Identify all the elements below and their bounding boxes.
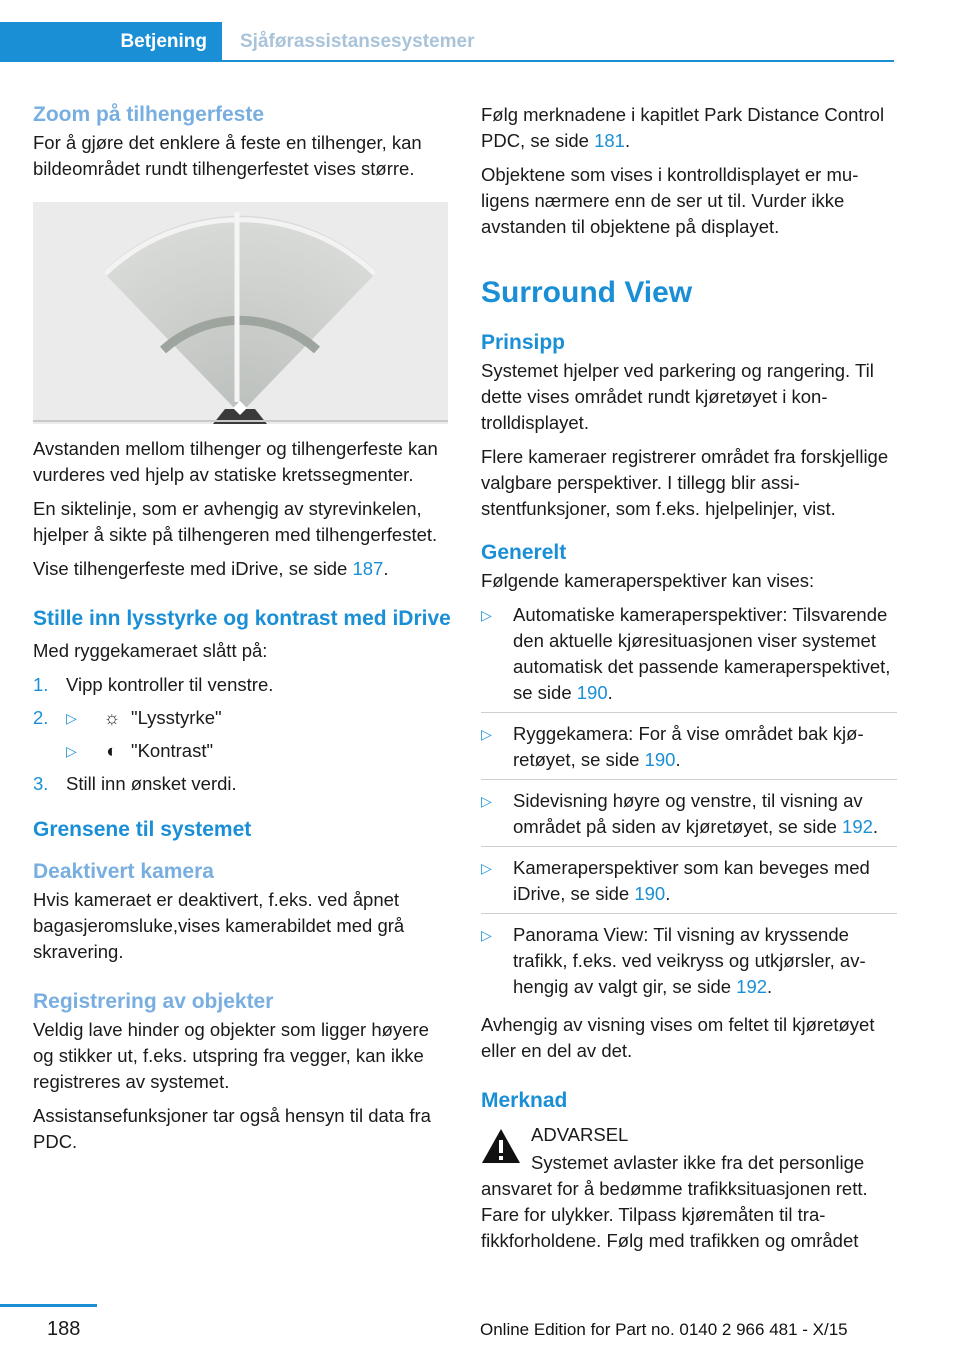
steps-list: [33, 672, 451, 797]
perspectives-list: [481, 602, 897, 1006]
show-hitch-prefix: Vise tilhengerfeste med iDrive, se side: [33, 558, 353, 579]
pdc-notes-suffix: .: [624, 130, 631, 151]
objects-text: Objektene som vises i kontrolldisplayet er muligens nærmere enn de ser ut til. Vurder ikke avstanden til objektene på displayet.: [481, 164, 859, 237]
contrast-icon: ◐: [106, 740, 118, 761]
principle-text-1: Systemet hjelper ved parkering og rangering. Til dette vises området rundt kjøretøyet i kontrolldisplayet.: [481, 360, 874, 433]
list-item-text: Sidevisning høyre og venstre, til visning av området på siden av kjøretøyet, se side: [513, 790, 863, 837]
show-hitch-suffix: .: [383, 558, 389, 579]
step-item: [33, 771, 451, 797]
assist-text: Assistansefunksjoner tar også hensyn til data fra PDC.: [33, 1105, 431, 1152]
right-column: [481, 102, 897, 1262]
triangle-right-icon: ▷: [481, 607, 492, 623]
section-tab-label: Sjåførassistansesystemer: [240, 31, 475, 52]
sun-icon: ☼: [103, 707, 121, 728]
deactivated-heading: Deaktivert kamera: [33, 860, 214, 883]
step-number: 3.: [33, 773, 49, 794]
list-item-text: Panorama View: Til visning av kryssende trafikk, f.eks. ved veikryss og utkjørsler, avhengig av valgt gir, se side: [513, 924, 866, 997]
step-text: Still inn ønsket verdi.: [66, 773, 237, 794]
surround-view-heading: Surround View: [481, 276, 693, 309]
contrast-label: "Kontrast": [131, 740, 214, 761]
depending-text: Avhengig av visning vises om feltet til kjøretøyet eller en del av det.: [481, 1014, 875, 1061]
page-link-181[interactable]: 181: [594, 130, 625, 151]
list-item-end: .: [872, 816, 879, 837]
page-link[interactable]: 190: [576, 682, 608, 703]
page-number: 188: [47, 1318, 81, 1340]
list-item-end: .: [767, 976, 773, 997]
list-item: [481, 922, 897, 1006]
list-item-text: Automatiske kameraperspektiver: Tilsvarende den aktuelle kjøresituasjonen viser systemet automatisk det passende kameraperspektivet, se side: [513, 604, 891, 703]
general-heading: Generelt: [481, 541, 567, 564]
triangle-right-icon: ▷: [66, 710, 77, 726]
pdc-notes-prefix: Følg merknadene i kapitlet Park Distance Control PDC, se side: [481, 104, 885, 151]
list-item: [481, 788, 897, 847]
note-heading: Merknad: [481, 1089, 568, 1112]
page-link[interactable]: 192: [736, 976, 768, 997]
chapter-tab: [0, 22, 222, 62]
step-item: [33, 705, 451, 764]
principle-heading: Prinsipp: [481, 331, 566, 354]
pdc-notes-text: [481, 102, 897, 154]
step-text: Vipp kontroller til venstre.: [66, 674, 274, 695]
hitch-guide-illustration: [33, 202, 448, 424]
page-header: [0, 0, 960, 64]
warning-triangle-icon: [481, 1128, 521, 1164]
zoom-text: For å gjøre det enklere å feste en tilhenger, kan bildeområdet rundt tilhengerfestet vises større.: [33, 132, 422, 179]
page-link-187[interactable]: 187: [352, 558, 384, 579]
step-number: 2.: [33, 707, 49, 728]
step-item: [33, 672, 451, 698]
footer-rule: [0, 1304, 97, 1307]
warning-title: ADVARSEL: [531, 1124, 629, 1145]
chapter-tab-label: Betjening: [120, 31, 207, 52]
list-item-end: .: [675, 749, 681, 770]
edition-text: Online Edition for Part no. 0140 2 966 481 - X/15: [480, 1320, 848, 1339]
hitch-camera-image: [33, 202, 448, 424]
general-intro: Følgende kameraperspektiver kan vises:: [481, 570, 815, 591]
triangle-right-icon: ▷: [66, 743, 77, 759]
deactivated-text: Hvis kameraet er deaktivert, f.eks. ved åpnet bagasjeromsluke,vises kamerabildet med grå skravering.: [33, 889, 405, 962]
list-item-text: Kameraperspektiver som kan beveges med iDrive, se side: [513, 857, 870, 904]
distance-text: Avstanden mellom tilhenger og tilhengerfeste kan vurderes ved hjelp av statiske kretssegmenter.: [33, 438, 438, 485]
list-item: [481, 721, 897, 780]
limits-heading: Grensene til systemet: [33, 818, 252, 841]
triangle-right-icon: ▷: [481, 726, 492, 742]
warning-body: Systemet avlaster ikke fra det personlige ansvaret for å bedømme trafikksituasjonen rett. Fare for ulykker. Tilpass kjøremåten til trafikkforholdene. Følg med trafikken og området: [481, 1152, 868, 1251]
principle-text-2: Flere kameraer registrerer området fra forskjellige valgbare perspektiver. I tillegg blir assistentfunksjoner, som f.eks. hjelpelinjer, vist.: [481, 446, 889, 519]
step-number: 1.: [33, 674, 49, 695]
page-link[interactable]: 190: [634, 883, 666, 904]
registration-text: Veldig lave hinder og objekter som ligger høyere og stikker ut, f.eks. utspring fra vegger, kan ikke registreres av systemet.: [33, 1019, 429, 1092]
list-item-text: Ryggekamera: For å vise området bak kjøretøyet, se side: [513, 723, 864, 770]
show-hitch-text: [33, 556, 451, 582]
page-link[interactable]: 190: [644, 749, 676, 770]
header-rule: [222, 60, 894, 62]
page-link[interactable]: 192: [842, 816, 873, 837]
list-item: [481, 855, 897, 914]
brightness-heading: Stille inn lysstyrke og kontrast med iDrive: [33, 607, 451, 630]
list-item-end: .: [607, 682, 613, 703]
triangle-right-icon: ▷: [481, 860, 492, 876]
camera-on-text: Med ryggekameraet slått på:: [33, 640, 268, 661]
list-item-end: .: [665, 883, 671, 904]
warning-block: [481, 1122, 897, 1168]
registration-heading: Registrering av objekter: [33, 990, 274, 1013]
brightness-label: "Lysstyrke": [131, 707, 222, 728]
zoom-heading: Zoom på tilhengerfeste: [33, 103, 265, 126]
menu-option-contrast[interactable]: [66, 738, 451, 764]
aim-text: En siktelinje, som er avhengig av styrevinkelen, hjelper å sikte på tilhengeren med tilhengerfestet.: [33, 498, 438, 545]
triangle-right-icon: ▷: [481, 793, 492, 809]
list-item: [481, 602, 897, 713]
menu-option-brightness[interactable]: [66, 705, 451, 731]
triangle-right-icon: ▷: [481, 927, 492, 943]
left-column: [33, 102, 451, 1163]
